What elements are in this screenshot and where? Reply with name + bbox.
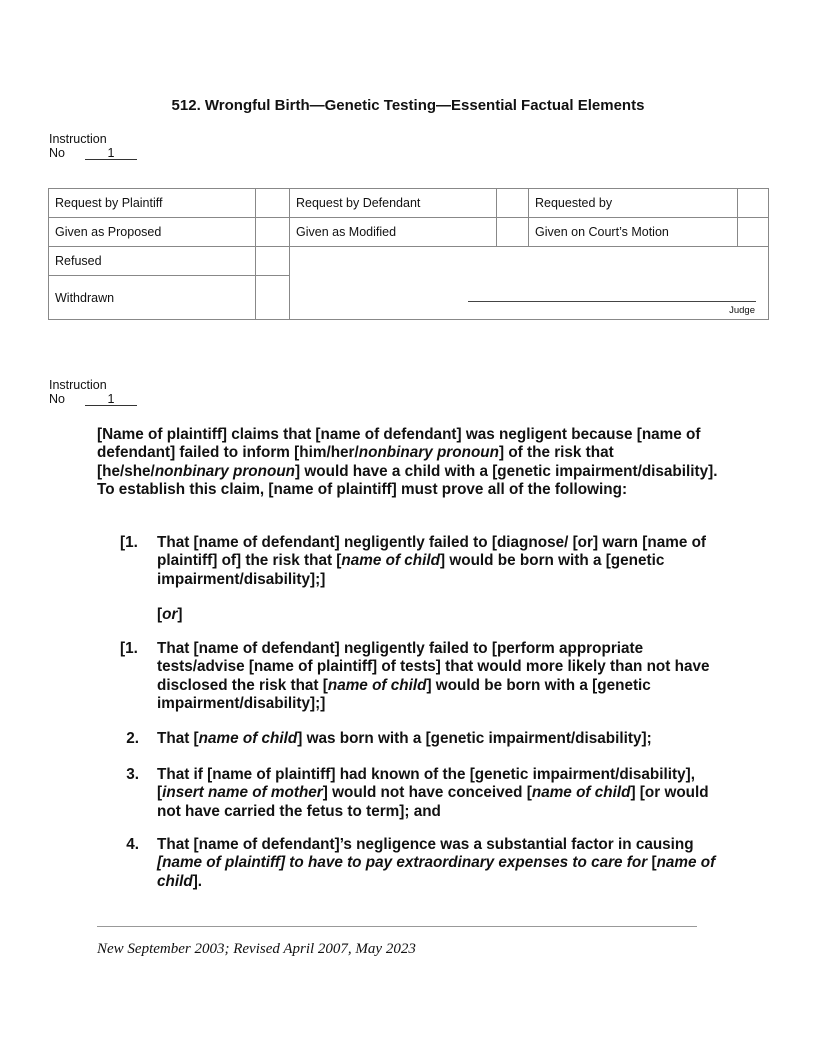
- no-label: No: [49, 392, 65, 406]
- element-2: [97, 730, 727, 748]
- withdrawn-box[interactable]: [256, 276, 290, 320]
- element-number: 2.: [126, 730, 139, 747]
- italic-text: [name of plaintiff] to have to pay extraordinary expenses to care for: [157, 854, 648, 872]
- instruction-body: [97, 426, 727, 890]
- instruction-label: Instruction: [49, 132, 107, 146]
- no-label: No: [49, 146, 65, 160]
- element-number: 4.: [126, 836, 139, 853]
- italic-text: name of child: [531, 784, 631, 802]
- italic-text: nonbinary pronoun: [358, 444, 499, 462]
- refused-label: Refused: [49, 247, 256, 276]
- given-as-proposed-box[interactable]: [256, 218, 290, 247]
- element-text: [157, 730, 727, 748]
- text: That [name of defendant] negligently failed to [diagnose/ [or] warn [name of plaintiff] of] the risk that [: [157, 534, 707, 570]
- request-by-plaintiff-label: Request by Plaintiff: [49, 189, 256, 218]
- text: That [: [157, 730, 199, 747]
- italic-text: name of child: [341, 552, 440, 570]
- text: That [name of defendant] negligently failed to [perform appropriate tests/advise [name of plaintiff] of tests] that would more likely than not have disclosed the risk that [: [157, 640, 710, 694]
- revision-history: New September 2003; Revised April 2007, May 2023: [97, 941, 416, 957]
- element-3: [97, 766, 727, 821]
- request-table: [48, 188, 769, 320]
- given-as-modified-label: Given as Modified: [290, 218, 497, 247]
- element-text: [157, 836, 727, 891]
- given-as-proposed-label: Given as Proposed: [49, 218, 256, 247]
- element-text: [157, 766, 727, 821]
- element-number: [1.: [120, 640, 138, 657]
- judge-label: Judge: [729, 305, 755, 316]
- request-by-defendant-box[interactable]: [497, 189, 529, 218]
- or-text: [157, 606, 727, 624]
- italic-text: name of child: [327, 676, 427, 694]
- text: [: [647, 854, 657, 872]
- element-text: [157, 640, 727, 714]
- text: [: [157, 606, 163, 623]
- element-text: [157, 534, 727, 589]
- text: [Name of plaintiff] claims that [name of defendant] was negligent because [name of defendant] failed to inform [him/her/: [97, 426, 701, 462]
- text: That if [name of plaintiff] had known of the [genetic impairment/disability], [: [157, 766, 695, 802]
- requested-by-label: Requested by: [529, 189, 738, 218]
- italic-text: nonbinary pronoun: [154, 462, 296, 480]
- withdrawn-label: Withdrawn: [49, 276, 256, 320]
- italic-text: name of child: [157, 854, 716, 890]
- italic-text: name of child: [198, 730, 298, 747]
- refused-box[interactable]: [256, 247, 290, 276]
- element-1-option-a: [97, 534, 727, 589]
- or-separator: [97, 606, 727, 624]
- given-on-courts-motion-box[interactable]: [738, 218, 769, 247]
- element-1-option-b: [97, 640, 727, 714]
- element-4: [97, 836, 727, 891]
- given-on-courts-motion-label: Given on Court’s Motion: [529, 218, 738, 247]
- text: ] was born with a [genetic impairment/disability];: [297, 730, 652, 747]
- given-as-modified-box[interactable]: [497, 218, 529, 247]
- judge-signature-line[interactable]: [468, 301, 756, 302]
- text: ] would be born with a [genetic impairment/disability];]: [157, 676, 651, 713]
- text: ] of the risk that [he/she/: [97, 444, 614, 480]
- text: ] would not have conceived [: [322, 784, 532, 802]
- judge-signature-area: [290, 247, 769, 320]
- element-number: 3.: [126, 766, 139, 783]
- instruction-no-value: 1: [85, 393, 137, 406]
- text: ] [or would not have carried the fetus to term]; and: [157, 784, 709, 820]
- italic-text: insert name of mother: [162, 784, 323, 802]
- element-number: [1.: [120, 534, 138, 551]
- instruction-label: Instruction: [49, 378, 107, 392]
- italic-text: or: [162, 606, 178, 623]
- text: ] would have a child with a [genetic impairment/disability]. To establish this claim, [name of plaintiff] must prove all of the following:: [97, 462, 718, 499]
- page-title: 512. Wrongful Birth—Genetic Testing—Essential Factual Elements: [171, 97, 645, 114]
- request-by-plaintiff-box[interactable]: [256, 189, 290, 218]
- text: ] would be born with a [genetic impairment/disability];]: [157, 552, 665, 588]
- instruction-no-value: 1: [85, 147, 137, 160]
- requested-by-box[interactable]: [738, 189, 769, 218]
- text: ].: [192, 872, 203, 890]
- text: ]: [177, 606, 183, 623]
- instruction-number-bottom: [49, 378, 137, 406]
- instruction-number-top: [49, 132, 137, 160]
- intro-paragraph: [97, 426, 727, 500]
- text: That [name of defendant]’s negligence was a substantial factor in causing: [157, 836, 694, 853]
- footer-divider: [97, 926, 697, 927]
- request-by-defendant-label: Request by Defendant: [290, 189, 497, 218]
